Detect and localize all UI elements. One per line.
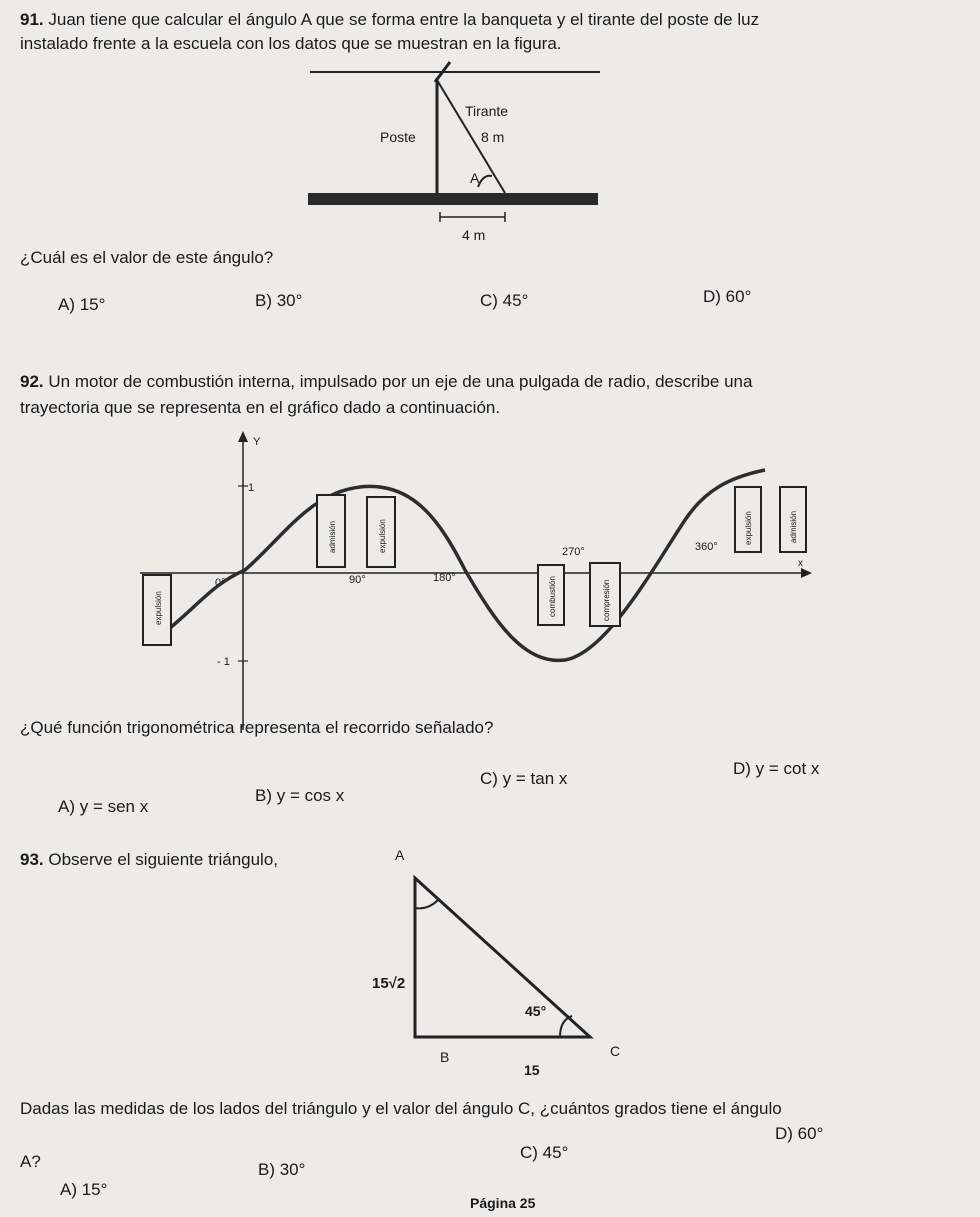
svg-text:expulsión: expulsión — [154, 591, 163, 625]
tick-180: 180° — [433, 572, 456, 584]
q92-option-b[interactable]: B) y = cos x — [255, 786, 345, 805]
svg-text:expulsión: expulsión — [378, 519, 387, 553]
q91-text-line2: instalado frente a la escuela con los datos que se muestran en la figura. — [20, 34, 562, 53]
q92-statement — [20, 370, 970, 394]
tick-360: 360° — [695, 541, 718, 553]
box-expulsion-1 — [143, 575, 171, 645]
q93-option-a[interactable]: A) 15° — [60, 1180, 108, 1199]
q93-question-line2: A? — [20, 1152, 41, 1171]
angle-a-arc — [478, 176, 492, 187]
q91-text-line1: Juan tiene que calcular el ángulo A que se forma entre la banqueta y el tirante del poste de luz — [48, 10, 760, 29]
side-bc-label: 15 — [524, 1062, 540, 1078]
q91-option-a[interactable]: A) 15° — [58, 295, 106, 314]
tick-one: 1 — [248, 482, 255, 494]
angle-a-label: A — [470, 170, 480, 186]
q91-option-d[interactable]: D) 60° — [703, 287, 752, 306]
poste-label: Poste — [380, 129, 416, 145]
q93-option-b[interactable]: B) 30° — [258, 1160, 306, 1179]
q93-triangle-figure — [360, 840, 640, 1090]
page-number: Página 25 — [470, 1195, 536, 1211]
q91-statement — [20, 8, 970, 32]
svg-text:admisión: admisión — [789, 510, 798, 543]
q92-question: ¿Qué función trigonométrica representa el recorrido señalado? — [20, 718, 494, 737]
q92-number: 92. — [20, 372, 44, 391]
tick-270: 270° — [562, 546, 585, 558]
tick-zero: 0° — [215, 577, 226, 589]
box-expulsion-2 — [367, 497, 395, 567]
tirante-label: Tirante — [465, 103, 509, 119]
q91-option-c[interactable]: C) 45° — [480, 291, 529, 310]
q91-pole-figure — [300, 60, 620, 250]
hyp-label: 8 m — [481, 129, 505, 145]
x-axis-label: x — [798, 558, 803, 569]
box-admision-2 — [780, 487, 806, 552]
angle-a-arc — [415, 900, 438, 908]
y-axis-arrow — [238, 431, 248, 442]
q92-text-line2: trayectoria que se representa en el gráfico dado a continuación. — [20, 398, 501, 417]
svg-text:compresión: compresión — [602, 579, 611, 621]
vertex-c: C — [610, 1043, 621, 1059]
x-axis-arrow — [801, 568, 812, 578]
vertex-a: A — [395, 847, 405, 863]
sidewalk — [308, 193, 598, 205]
q93-text: Observe el siguiente triángulo, — [48, 850, 279, 869]
box-admision — [317, 495, 345, 567]
q92-text-line1: Un motor de combustión interna, impulsado por un eje de una pulgada de radio, describe una — [48, 372, 753, 391]
y-axis-label: Y — [253, 436, 261, 448]
vertex-b: B — [440, 1049, 450, 1065]
tick-90: 90° — [349, 574, 366, 586]
side-ab-label: 15√2 — [372, 975, 406, 992]
q91-option-b[interactable]: B) 30° — [255, 291, 303, 310]
q92-option-c[interactable]: C) y = tan x — [480, 769, 568, 788]
q92-option-d[interactable]: D) y = cot x — [733, 759, 820, 778]
q91-number: 91. — [20, 10, 44, 29]
q93-number: 93. — [20, 850, 44, 869]
svg-text:expulsión: expulsión — [744, 511, 753, 545]
base-label: 4 m — [462, 227, 486, 243]
q92-sine-graph — [135, 425, 830, 735]
q93-statement — [20, 848, 278, 872]
trajectory-curve — [155, 470, 765, 660]
angle-c-label: 45° — [525, 1003, 547, 1019]
q92-option-a[interactable]: A) y = sen x — [58, 797, 149, 816]
q91-question: ¿Cuál es el valor de este ángulo? — [20, 248, 274, 267]
q93-question-line1: Dadas las medidas de los lados del triángulo y el valor del ángulo C, ¿cuántos grados tiene el ángulo — [20, 1099, 782, 1118]
svg-text:combustión: combustión — [548, 576, 557, 617]
box-combustion — [538, 565, 564, 625]
q93-option-c[interactable]: C) 45° — [520, 1143, 569, 1162]
box-expulsion-3 — [735, 487, 761, 552]
q93-option-d[interactable]: D) 60° — [775, 1124, 824, 1143]
triangle-abc — [415, 878, 590, 1037]
box-compresion — [590, 563, 620, 626]
tick-minus-one: - 1 — [217, 656, 230, 668]
svg-text:admisión: admisión — [328, 520, 337, 553]
